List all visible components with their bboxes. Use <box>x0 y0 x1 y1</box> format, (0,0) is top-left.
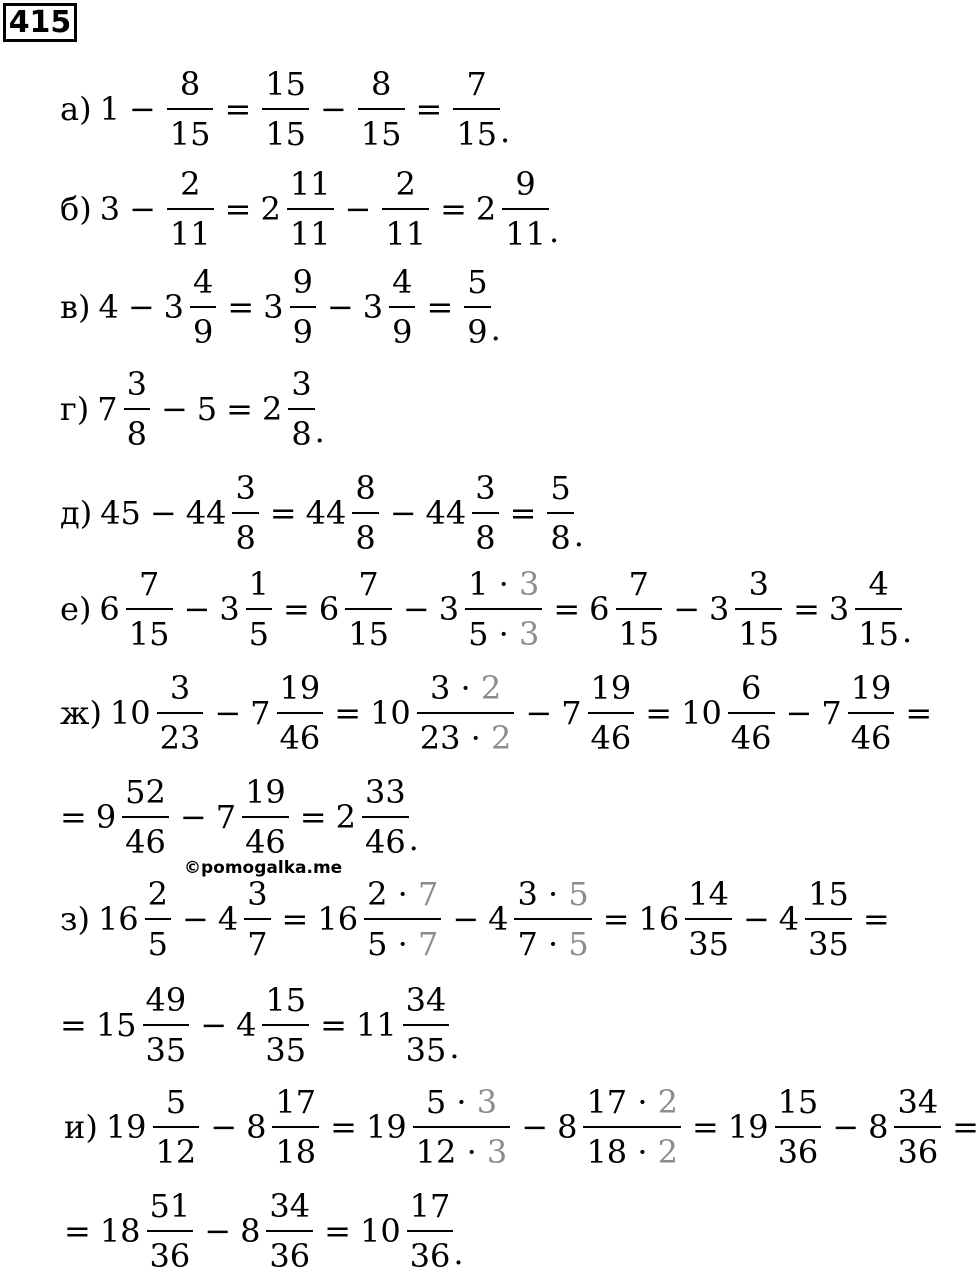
fraction: $\frac{7}{15}$ <box>345 560 392 658</box>
fraction: $\frac{3}{7}$ <box>244 870 270 968</box>
fraction: $\frac{52}{46}$ <box>122 768 169 866</box>
fraction: $\frac{9}{11}$ <box>502 160 549 258</box>
minus-sign: − <box>128 90 156 128</box>
fraction: $\frac{33}{46}$ <box>362 768 409 866</box>
equals-sign: = <box>324 1212 351 1250</box>
whole-part: 19 <box>365 1108 407 1146</box>
equals-sign: = <box>224 90 252 128</box>
fraction: $\frac{3}{15}$ <box>735 560 782 658</box>
fraction: $\frac{7}{15}$ <box>616 560 663 658</box>
whole-part: 10 <box>681 694 722 732</box>
whole-part: 8 <box>557 1108 578 1146</box>
minus-sign: − <box>214 694 242 732</box>
whole-part: 11 <box>355 1006 397 1044</box>
fraction: $\frac{3}{23}$ <box>157 664 204 762</box>
period: . <box>453 1234 464 1272</box>
whole-part: 7 <box>561 694 582 732</box>
equals-sign: = <box>415 90 443 128</box>
fraction: $\frac{3}{8}$ <box>124 360 150 458</box>
fraction: $\frac{17}{18}$ <box>272 1078 319 1176</box>
fraction: $\frac{2}{11}$ <box>382 160 429 258</box>
fraction: $\frac{4}{15}$ <box>855 560 902 658</box>
period: . <box>902 612 913 650</box>
multiplier: 3 <box>476 1083 498 1121</box>
equals-sign: = <box>281 900 309 938</box>
minus-sign: − <box>673 590 701 628</box>
minus-sign: − <box>402 590 430 628</box>
equals-sign: = <box>320 1006 347 1044</box>
fraction-with-multiplier: $\frac{17 \cdot 2}{18 \cdot 2}$ <box>583 1078 681 1176</box>
fraction: $\frac{7}{15}$ <box>126 560 173 658</box>
whole-part: 44 <box>305 494 347 532</box>
period: . <box>548 212 560 250</box>
whole-part: 10 <box>359 1212 401 1250</box>
line-zh-continued <box>60 768 419 866</box>
fraction: $\frac{51}{36}$ <box>147 1182 194 1280</box>
equals-sign: = <box>602 900 630 938</box>
line-v <box>60 258 501 356</box>
fraction: $\frac{19}{46}$ <box>242 768 289 866</box>
whole-part: 6 <box>99 590 120 628</box>
whole-part: 15 <box>95 1006 137 1044</box>
equals-sign: = <box>299 798 327 836</box>
item-label: д) <box>60 494 93 532</box>
equals-sign: = <box>224 190 252 228</box>
item-label: г) <box>60 390 90 428</box>
whole-part: 6 <box>318 590 340 628</box>
line-i-continued <box>64 1182 464 1280</box>
period: . <box>314 412 325 450</box>
item-label: в) <box>60 288 91 326</box>
equals-sign: = <box>793 590 820 628</box>
whole-part: 6 <box>589 590 610 628</box>
whole-part: 18 <box>99 1212 141 1250</box>
minus-sign: − <box>127 288 155 326</box>
minus-sign: − <box>521 1108 549 1146</box>
multiplier: 5 <box>568 875 589 913</box>
whole-part: 2 <box>260 190 281 228</box>
fraction: $\frac{2}{11}$ <box>167 160 214 258</box>
equals-sign: = <box>509 494 537 532</box>
whole-part: 8 <box>868 1108 889 1146</box>
fraction-with-multiplier: $\frac{2 \cdot 7}{5 \cdot 7}$ <box>364 870 441 968</box>
whole-part: 3 <box>263 288 284 326</box>
equals-sign: = <box>60 1006 87 1044</box>
fraction: $\frac{15}{36}$ <box>775 1078 822 1176</box>
fraction: $\frac{49}{35}$ <box>143 976 190 1074</box>
minus-sign: − <box>129 190 156 228</box>
minus-sign: − <box>210 1108 238 1146</box>
integer: 5 <box>196 390 218 428</box>
multiplier: 2 <box>657 1133 679 1171</box>
fraction: $\frac{5}{8}$ <box>547 464 573 562</box>
period: . <box>573 516 584 554</box>
whole-part: 3 <box>438 590 460 628</box>
whole-part: 4 <box>778 900 800 938</box>
period: . <box>408 820 419 858</box>
item-label: ж) <box>60 694 102 732</box>
fraction: $\frac{8}{8}$ <box>352 464 378 562</box>
whole-part: 10 <box>109 694 151 732</box>
equals-sign: = <box>64 1212 91 1250</box>
fraction: $\frac{15}{35}$ <box>262 976 309 1074</box>
minus-sign: − <box>204 1212 232 1250</box>
line-zh <box>60 664 941 762</box>
multiplier: 3 <box>486 1133 508 1171</box>
whole-part: 19 <box>105 1108 147 1146</box>
minus-sign: − <box>182 900 209 938</box>
whole-part: 3 <box>219 590 240 628</box>
minus-sign: − <box>200 1006 228 1044</box>
line-z <box>60 870 899 968</box>
multiplier: 2 <box>657 1083 679 1121</box>
whole-part: 4 <box>488 900 509 938</box>
minus-sign: − <box>326 288 354 326</box>
fraction-with-multiplier: $\frac{1 \cdot 3}{5 \cdot 3}$ <box>465 560 542 658</box>
period: . <box>500 112 511 150</box>
equals-sign: = <box>334 694 362 732</box>
whole-part: 7 <box>215 798 237 836</box>
fraction: $\frac{15}{35}$ <box>805 870 852 968</box>
fraction: $\frac{2}{5}$ <box>145 870 171 968</box>
line-i <box>64 1078 979 1176</box>
period: . <box>449 1028 460 1066</box>
equals-sign: = <box>283 590 310 628</box>
fraction: $\frac{3}{8}$ <box>232 464 258 562</box>
whole-part: 2 <box>335 798 356 836</box>
line-e <box>60 560 912 658</box>
whole-part: 16 <box>638 900 680 938</box>
minus-sign: − <box>344 190 372 228</box>
fraction-with-multiplier: $\frac{3 \cdot 2}{23 \cdot 2}$ <box>417 664 515 762</box>
fraction: $\frac{8}{15}$ <box>358 60 405 158</box>
multiplier: 3 <box>518 565 540 603</box>
minus-sign: − <box>183 590 211 628</box>
fraction: $\frac{6}{46}$ <box>728 664 775 762</box>
equals-sign: = <box>905 694 933 732</box>
minus-sign: − <box>160 390 188 428</box>
fraction: $\frac{9}{9}$ <box>290 258 316 356</box>
fraction: $\frac{19}{46}$ <box>848 664 895 762</box>
fraction-with-multiplier: $\frac{3 \cdot 5}{7 \cdot 5}$ <box>514 870 591 968</box>
equals-sign: = <box>330 1108 357 1146</box>
item-label: з) <box>60 900 90 938</box>
whole-part: 3 <box>163 288 185 326</box>
minus-sign: − <box>525 694 553 732</box>
period: . <box>490 310 501 348</box>
whole-part: 44 <box>425 494 467 532</box>
integer: 3 <box>99 190 121 228</box>
equals-sign: = <box>692 1108 719 1146</box>
minus-sign: − <box>179 798 207 836</box>
whole-part: 7 <box>97 390 118 428</box>
whole-part: 3 <box>362 288 384 326</box>
fraction: $\frac{14}{35}$ <box>685 870 732 968</box>
whole-part: 16 <box>97 900 139 938</box>
whole-part: 2 <box>475 190 497 228</box>
multiplier: 2 <box>480 669 502 707</box>
equals-sign: = <box>440 190 467 228</box>
fraction: $\frac{4}{9}$ <box>190 258 216 356</box>
fraction: $\frac{5}{9}$ <box>464 258 490 356</box>
whole-part: 7 <box>821 694 842 732</box>
fraction: $\frac{5}{12}$ <box>153 1078 200 1176</box>
fraction: $\frac{4}{9}$ <box>389 258 415 356</box>
equals-sign: = <box>226 390 253 428</box>
fraction: $\frac{11}{11}$ <box>287 160 334 258</box>
whole-part: 2 <box>261 390 283 428</box>
fraction-with-multiplier: $\frac{5 \cdot 3}{12 \cdot 3}$ <box>413 1078 511 1176</box>
fraction: $\frac{3}{8}$ <box>288 360 314 458</box>
whole-part: 19 <box>727 1108 769 1146</box>
minus-sign: − <box>785 694 813 732</box>
fraction: $\frac{7}{15}$ <box>453 60 500 158</box>
fraction: $\frac{34}{36}$ <box>894 1078 941 1176</box>
item-label: и) <box>64 1108 98 1146</box>
integer: 45 <box>100 494 141 532</box>
fraction: $\frac{17}{36}$ <box>407 1182 454 1280</box>
equals-sign: = <box>952 1108 979 1146</box>
fraction: $\frac{3}{8}$ <box>472 464 498 562</box>
line-d <box>60 464 584 562</box>
minus-sign: − <box>452 900 480 938</box>
whole-part: 16 <box>317 900 359 938</box>
minus-sign: − <box>149 494 177 532</box>
minus-sign: − <box>742 900 770 938</box>
problem-number: 415 <box>3 3 77 42</box>
line-a <box>60 60 510 158</box>
whole-part: 7 <box>250 694 271 732</box>
integer: 4 <box>98 288 119 326</box>
equals-sign: = <box>269 494 297 532</box>
whole-part: 8 <box>240 1212 261 1250</box>
line-b <box>60 160 559 258</box>
equals-sign: = <box>553 590 581 628</box>
whole-part: 4 <box>217 900 239 938</box>
line-z-continued <box>60 976 460 1074</box>
whole-part: 10 <box>370 694 411 732</box>
whole-part: 3 <box>828 590 850 628</box>
equals-sign: = <box>645 694 673 732</box>
multiplier: 5 <box>568 925 589 963</box>
fraction: $\frac{8}{15}$ <box>167 60 214 158</box>
fraction: $\frac{1}{5}$ <box>246 560 272 658</box>
multiplier: 7 <box>417 875 439 913</box>
line-g <box>60 360 325 458</box>
item-label: б) <box>60 190 92 228</box>
fraction: $\frac{19}{46}$ <box>588 664 635 762</box>
minus-sign: − <box>319 90 347 128</box>
fraction: $\frac{34}{36}$ <box>266 1182 313 1280</box>
multiplier: 3 <box>518 615 540 653</box>
whole-part: 8 <box>246 1108 267 1146</box>
multiplier: 2 <box>491 719 512 757</box>
minus-sign: − <box>389 494 417 532</box>
fraction: $\frac{19}{46}$ <box>277 664 324 762</box>
whole-part: 44 <box>185 494 227 532</box>
whole-part: 4 <box>236 1006 257 1044</box>
item-label: е) <box>60 590 92 628</box>
whole-part: 9 <box>95 798 117 836</box>
equals-sign: = <box>60 798 87 836</box>
equals-sign: = <box>862 900 890 938</box>
integer: 1 <box>99 90 120 128</box>
equals-sign: = <box>426 288 454 326</box>
equals-sign: = <box>227 288 255 326</box>
multiplier: 7 <box>417 925 439 963</box>
item-label: а) <box>60 90 92 128</box>
fraction: $\frac{15}{15}$ <box>262 60 309 158</box>
watermark: ©pomogalka.me <box>184 858 343 878</box>
whole-part: 3 <box>709 590 730 628</box>
minus-sign: − <box>832 1108 860 1146</box>
fraction: $\frac{34}{35}$ <box>403 976 450 1074</box>
